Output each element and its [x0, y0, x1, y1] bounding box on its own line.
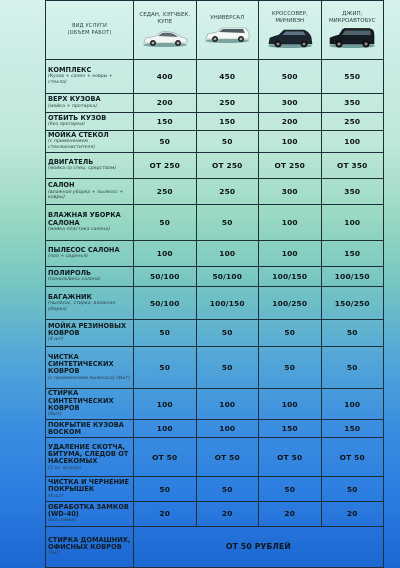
price-cell-crossover: 100	[259, 205, 322, 241]
price-cell-jeep: ОТ 350	[321, 152, 384, 179]
service-note: (все замки)	[48, 518, 77, 524]
price-cell-jeep: 350	[321, 179, 384, 205]
service-cell	[46, 59, 134, 93]
service-note: (1 эл. кузова)	[48, 465, 82, 471]
price-cell-crossover: 50	[259, 477, 322, 502]
service-name: СТИРКА СИНТЕТИЧЕСКИХ КОВРОВ	[48, 389, 114, 412]
service-row	[46, 287, 384, 320]
price-cell-crossover: 100	[259, 130, 322, 152]
service-header-sub: (ОБЪЕМ РАБОТ)	[67, 29, 112, 36]
service-cell	[46, 240, 134, 266]
price-cell-crossover: ОТ 250	[259, 152, 322, 179]
price-cell-jeep: 150	[321, 240, 384, 266]
service-cell	[46, 420, 134, 438]
price-cell-sedan: ОТ 250	[134, 152, 197, 179]
price-cell-sedan: 100	[134, 420, 197, 438]
service-row	[46, 93, 384, 113]
price-cell-crossover: 100	[259, 240, 322, 266]
service-header-label: ВИД УСЛУГИ	[72, 22, 107, 29]
service-cell	[46, 346, 134, 388]
crossover-car-icon	[266, 27, 314, 49]
service-name: ВЕРХ КУЗОВА	[48, 95, 101, 104]
service-row	[46, 113, 384, 130]
service-row	[46, 320, 384, 347]
jeep-car-icon	[327, 27, 377, 49]
price-cell-sedan: 100	[134, 240, 197, 266]
price-cell-jeep: 250	[321, 113, 384, 130]
crossover-column-header	[259, 1, 322, 60]
price-cell-wagon: ОТ 250	[196, 152, 259, 179]
service-note: (панель/весь салона)	[48, 277, 101, 283]
service-note: (мойка со спец. средством)	[48, 166, 117, 172]
service-name: ПОЛИРОЛЬ	[48, 268, 92, 277]
price-cell-wagon: 50	[196, 477, 259, 502]
price-cell-jeep: 50	[321, 320, 384, 347]
service-note: (влажная уборка + пылесос + ковры)	[48, 189, 124, 201]
service-cell	[46, 502, 134, 527]
service-row	[46, 266, 384, 287]
service-note: (с применением стеклоочистителя)	[48, 139, 96, 150]
service-row	[46, 477, 384, 502]
price-cell-sedan: 20	[134, 502, 197, 527]
service-cell	[46, 179, 134, 205]
service-cell	[46, 526, 134, 567]
service-row	[46, 130, 384, 152]
price-cell-sedan: 150	[134, 113, 197, 130]
sedan-column-label: СЕДАН, ХЭТЧБЕК, КУПЕ	[139, 11, 191, 25]
price-cell-crossover: 300	[259, 93, 322, 113]
price-cell-crossover: 150	[259, 420, 322, 438]
price-cell-jeep: 150/250	[321, 287, 384, 320]
service-cell	[46, 477, 134, 502]
price-table-wrap	[45, 0, 383, 568]
price-cell-crossover: 500	[259, 59, 322, 93]
service-note: (без протирки)	[48, 122, 85, 128]
service-note: (Кузов + салон + ковры + стекла)	[48, 74, 113, 85]
price-cell-wagon: 250	[196, 93, 259, 113]
service-cell	[46, 205, 134, 241]
service-name: СТИРКА ДОМАШНИХ, ОФИСНЫХ КОВРОВ	[48, 535, 131, 552]
service-name: МОЙКА СТЕКОЛ	[48, 130, 109, 139]
service-row	[46, 502, 384, 527]
price-cell-crossover: 100/150	[259, 266, 322, 287]
service-cell	[46, 388, 134, 419]
service-name: УДАЛЕНИЕ СКОТЧА, БИТУМА, СЛЕДОВ ОТ НАСЕКОМЫХ	[48, 442, 129, 466]
price-cell-wagon: 50	[196, 130, 259, 152]
service-name: МОЙКА РЕЗИНОВЫХ КОВРОВ	[48, 321, 127, 338]
wagon-column-label: УНИВЕРСАЛ	[210, 15, 245, 22]
service-cell	[46, 438, 134, 477]
price-cell-jeep: 50	[321, 346, 384, 388]
service-row	[46, 346, 384, 388]
price-cell-wagon: 50	[196, 205, 259, 241]
service-row	[46, 205, 384, 241]
price-cell-crossover: 300	[259, 179, 322, 205]
service-note: (мойка пластика салона)	[48, 226, 111, 232]
service-note: (пылесос, стирка, влажная уборка)	[48, 301, 116, 312]
price-cell-sedan: 50	[134, 346, 197, 388]
price-cell-sedan: 50	[134, 205, 197, 241]
service-name: ЧИСТКА И ЧЕРНЕНИЕ ПОКРЫШЕК	[48, 478, 130, 494]
service-name: ВЛАЖНАЯ УБОРКА САЛОНА	[48, 211, 121, 227]
price-cell-wagon: 100	[196, 388, 259, 419]
service-name: ПЫЛЕСОС САЛОНА	[48, 245, 120, 254]
jeep-column-label: ДЖИП, МИКРОАВТОБУС	[328, 10, 376, 24]
service-name: КОМПЛЕКС	[48, 65, 92, 74]
price-cell-wagon: 450	[196, 59, 259, 93]
price-cell-wagon: 150	[196, 113, 259, 130]
service-note: (с применением пылесоса) (4шт)	[48, 375, 130, 381]
price-cell-wagon: ОТ 50	[196, 438, 259, 477]
service-row	[46, 438, 384, 477]
price-cell-jeep: 550	[321, 59, 384, 93]
price-cell-wagon: 100	[196, 420, 259, 438]
service-cell	[46, 130, 134, 152]
price-cell-wagon: 100	[196, 240, 259, 266]
price-cell-wagon: 50	[196, 320, 259, 347]
price-cell-sedan: 50/100	[134, 266, 197, 287]
service-note: (мойка + протирка)	[48, 103, 98, 109]
service-name: ЧИСТКА СИНТЕТИЧЕСКИХ КОВРОВ	[48, 352, 114, 376]
price-cell-jeep: ОТ 50	[321, 438, 384, 477]
price-cell-jeep: 100/150	[321, 266, 384, 287]
price-cell-sedan: 50	[134, 320, 197, 347]
jeep-column-header	[321, 1, 384, 60]
price-cell-sedan: 250	[134, 179, 197, 205]
service-column-header	[46, 1, 134, 60]
service-name: ПОКРЫТИЕ КУЗОВА ВОСКОМ	[48, 420, 124, 436]
service-name: ОБРАБОТКА ЗАМКОВ (WD-40)	[48, 502, 129, 519]
service-name: ОТБИТЬ КУЗОВ	[48, 113, 107, 122]
service-note: (4шт)	[48, 412, 62, 418]
service-quantity-note: (1м²)	[48, 551, 61, 557]
price-cell-jeep: 150	[321, 420, 384, 438]
price-cell-sedan: 200	[134, 93, 197, 113]
price-cell-jeep: 100	[321, 388, 384, 419]
header-row	[46, 1, 384, 60]
service-name: САЛОН	[48, 181, 75, 190]
price-cell-sedan: 50/100	[134, 287, 197, 320]
service-cell	[46, 320, 134, 347]
service-row	[46, 59, 384, 93]
price-cell-crossover: 50	[259, 320, 322, 347]
price-cell-wagon: 50/100	[196, 266, 259, 287]
price-cell-sedan: 100	[134, 388, 197, 419]
service-cell	[46, 152, 134, 179]
wagon-column-header	[196, 1, 259, 60]
service-quantity-note: (4 шт)	[48, 337, 64, 343]
price-table	[45, 0, 384, 568]
service-cell	[46, 113, 134, 130]
service-row	[46, 179, 384, 205]
service-row	[46, 388, 384, 419]
crossover-column-label: КРОССОВЕР, МИНИВЭН	[271, 10, 308, 24]
price-cell-all-types: ОТ 50 РУБЛЕЙ	[134, 526, 384, 567]
price-cell-crossover: ОТ 50	[259, 438, 322, 477]
price-cell-sedan: 50	[134, 477, 197, 502]
price-cell-wagon: 250	[196, 179, 259, 205]
price-cell-sedan: ОТ 50	[134, 438, 197, 477]
sedan-column-header	[134, 1, 197, 60]
service-row	[46, 152, 384, 179]
sedan-car-icon	[141, 28, 189, 48]
service-note: (пол + сиденья)	[48, 254, 88, 260]
service-row	[46, 240, 384, 266]
service-name: БАГАЖНИК	[48, 292, 92, 301]
service-quantity-note: (4 шт)	[48, 493, 64, 499]
price-cell-jeep: 100	[321, 130, 384, 152]
price-cell-crossover: 100	[259, 388, 322, 419]
price-cell-crossover: 50	[259, 346, 322, 388]
price-cell-jeep: 50	[321, 477, 384, 502]
price-cell-sedan: 50	[134, 130, 197, 152]
service-cell	[46, 287, 134, 320]
price-cell-crossover: 200	[259, 113, 322, 130]
price-cell-wagon: 50	[196, 346, 259, 388]
price-cell-sedan: 400	[134, 59, 197, 93]
price-cell-wagon: 100/150	[196, 287, 259, 320]
price-cell-crossover: 20	[259, 502, 322, 527]
price-cell-crossover: 100/250	[259, 287, 322, 320]
price-cell-wagon: 20	[196, 502, 259, 527]
wagon-car-icon	[203, 24, 251, 44]
price-cell-jeep: 100	[321, 205, 384, 241]
service-cell	[46, 266, 134, 287]
service-row	[46, 526, 384, 567]
service-cell	[46, 93, 134, 113]
price-cell-jeep: 350	[321, 93, 384, 113]
price-cell-jeep: 20	[321, 502, 384, 527]
service-name: ДВИГАТЕЛЬ	[48, 158, 94, 166]
service-row	[46, 420, 384, 438]
